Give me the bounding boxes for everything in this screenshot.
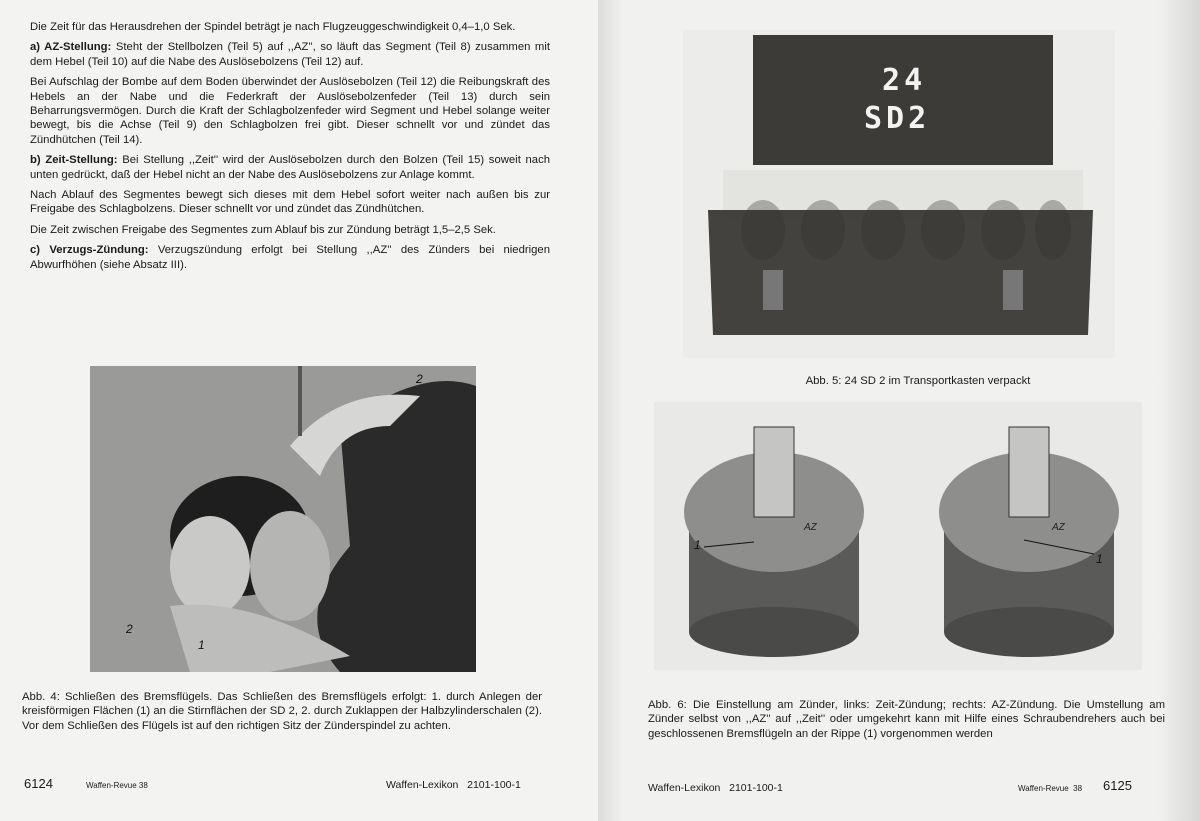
page-number: 6124 [24,776,53,791]
paragraph [30,153,550,182]
figure-label-1: 1 [198,638,205,652]
az-marking-right: AZ [1052,522,1065,533]
paragraph [30,243,550,272]
figure-5-caption: Abb. 5: 24 SD 2 im Transportkasten verpackt [805,375,1031,387]
label-1-left: 1 [694,538,701,552]
paragraph-text: Nach Ablauf des Segmentes bewegt sich dieses mit dem Hebel sofort weiter nach außen bis zur Freigabe des Schlagbolzens. Dieser schnellt vor und zündet das Zündhütchen. [30,189,550,216]
journal-name: Waffen-Revue 38 [86,781,148,790]
figure-label-2-bottom: 2 [126,622,133,636]
paragraph [30,40,550,69]
figure-5-photo [683,30,1115,358]
box-marking-count: 24 [882,63,927,98]
box-marking-type: SD2 [864,101,931,136]
paragraph [30,75,550,147]
paragraph-text: Bei Stellung ,,Zeit'' wird der Auslösebolzen durch den Bolzen (Teil 15) soweit nach unten gedrückt, daß der Hebel nicht an der Nabe des Auslösebolzens zur Anlage kommt. [30,154,551,181]
paragraph-heading: a) AZ-Stellung: [30,41,112,54]
paragraph [30,188,550,217]
figure-6-photo [654,402,1142,670]
figure-4-caption: Abb. 4: Schließen des Bremsflügels. Das Schließen des Bremsflügels erfolgt: 1. durch Anlegen der kreisförmigen Flächen (1) an die Stirnflächen der SD 2, 2. durch Zuklappen der Halbzylinderschalen (2). Vor dem Schließen des Flügels ist auf den richtigen Sitz der Zünderspindel zu achten. [22,691,542,732]
paragraph-heading: c) Verzugs-Zündung: [30,244,149,257]
paragraph [30,223,550,237]
body-text [30,20,550,278]
paragraph-text: Verzugszündung erfolgt bei Stellung ,,AZ'' des Zünders bei niedrigen Abwurfhöhen (siehe Absatz III). [30,244,550,271]
figure-4-photo [90,366,476,672]
figure-label-2-top: 2 [416,372,423,386]
label-1-right: 1 [1096,552,1103,566]
journal-name: Waffen-Revue 38 [1018,784,1083,793]
fuze-settings-image [654,402,1142,670]
az-marking-left: AZ [804,522,817,533]
page-number: 6125 [1103,778,1132,793]
brake-wing-closing-image [90,366,476,672]
right-page [598,0,1200,821]
series-name: Waffen-Lexikon 2101-100-1 [386,779,521,791]
paragraph-text: Die Zeit für das Herausdrehen der Spindel beträgt je nach Flugzeuggeschwindigkeit 0,4–1,0 Sek. [30,21,516,33]
paragraph [30,20,550,34]
left-page [0,0,598,821]
paragraph-heading: b) Zeit-Stellung: [30,154,118,167]
paragraph-text: Steht der Stellbolzen (Teil 5) auf ,,AZ'', so läuft das Segment (Teil 8) zusammen mit dem Hebel (Teil 10) auf die Nabe des Auslösebolzens (Teil 12) auf. [30,41,550,68]
figure-6-caption: Abb. 6: Die Einstellung am Zünder, links: Zeit-Zündung; rechts: AZ-Zündung. Die Umstellung am Zünder selbst von ,,AZ'' auf ,,Zeit'' oder umgekehrt kann mit Hilfe eines Schraubendrehers auch bei geschlossenen Bremsflügeln an der Rippe (1) vorgenommen werden [648,699,1165,740]
series-name: Waffen-Lexikon 2101-100-1 [648,782,783,794]
paragraph-text: Bei Aufschlag der Bombe auf dem Boden überwindet der Auslösebolzen (Teil 12) die Reibungskraft des Hebels an der Nabe und die Federkraft der Auslösebolzenfeder (Teil 13) durch sein Beharrungsvermögen. Durch die Kraft der Schlagbolzenfeder wird Segment und Hebel solange weiter bewegt, bis die Achse (Teil 9) den Schlagbolzen frei gibt. Dieser schnellt vor und zündet das Zündhütchen (Teil 14). [30,76,550,146]
paragraph-text: Die Zeit zwischen Freigabe des Segmentes zum Ablauf bis zur Zündung beträgt 1,5–2,5 Sek. [30,223,496,236]
